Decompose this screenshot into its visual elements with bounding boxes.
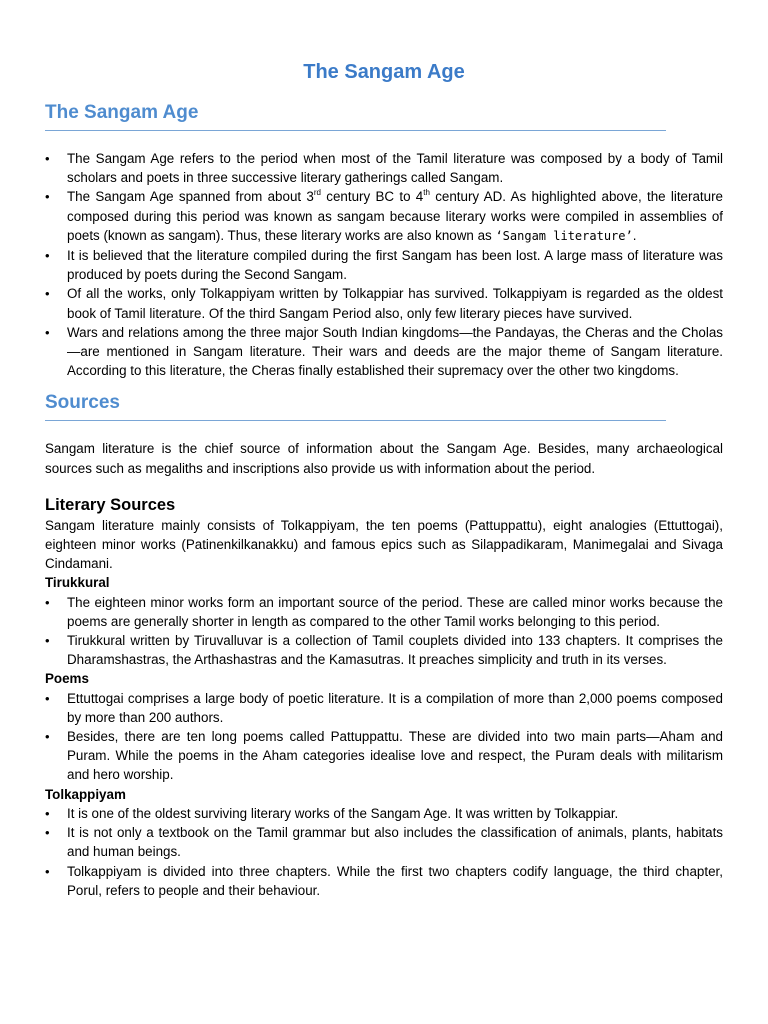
- list-item: • Of all the works, only Tolkappiyam written by Tolkappiar has survived. Tolkappiyam is regarded as the oldest book of Tamil literature. Of the third Sangam Period also, only few literary pieces have survived.: [45, 284, 723, 322]
- list-item: [45, 187, 723, 246]
- section-heading-sangam-age: The Sangam Age: [45, 100, 666, 131]
- tirukkural-list: [45, 593, 723, 670]
- poems-list: [45, 689, 723, 785]
- sources-intro: Sangam literature is the chief source of information about the Sangam Age. Besides, many archaeological sources such as megaliths and inscriptions also provide us with information about the period.: [45, 441, 723, 476]
- poems-heading: Poems: [45, 671, 89, 687]
- quoted-term: ‘Sangam literature’: [495, 228, 633, 243]
- list-item: • Wars and relations among the three major South Indian kingdoms—the Pandayas, the Cheras and the Cholas—are mentioned in Sangam literature. Their wars and deeds are the major theme of Sangam literature. According to this literature, the Cheras finally established their supremacy over the other two kingdoms.: [45, 323, 723, 381]
- list-item: • The eighteen minor works form an important source of the period. These are called minor works because the poems are generally shorter in length as compared to the other Tamil works belonging to this period.: [45, 593, 723, 631]
- text-span: century BC to 4: [320, 189, 424, 205]
- tolkappiyam-list: [45, 804, 723, 900]
- tolkappiyam-heading: Tolkappiyam: [45, 786, 126, 802]
- list-item: • Ettuttogai comprises a large body of poetic literature. It is a compilation of more than 2,000 poems composed by more than 200 authors.: [45, 689, 723, 727]
- tirukkural-heading: Tirukkural: [45, 575, 110, 591]
- list-item: • Tolkappiyam is divided into three chapters. While the first two chapters codify language, the third chapter, Porul, refers to people and their behaviour.: [45, 862, 723, 900]
- document-title: The Sangam Age: [303, 61, 465, 83]
- sangam-age-list: [45, 149, 723, 380]
- list-item: • Tirukkural written by Tiruvalluvar is a collection of Tamil couplets divided into 133 chapters. It comprises the Dharamshastras, the Arthashastras and the Kamasutras. It preaches simplicity and truth in its verses.: [45, 631, 723, 669]
- list-item: • Besides, there are ten long poems called Pattuppattu. These are divided into two main parts—Aham and Puram. While the poems in the Aham categories idealise love and respect, the Puram deals with militarism and hero worship.: [45, 727, 723, 785]
- literary-sources-heading: Literary Sources: [45, 495, 176, 514]
- superscript: rd: [313, 187, 321, 197]
- text-span: The Sangam Age spanned from about 3: [67, 189, 314, 205]
- list-item: • It is not only a textbook on the Tamil grammar but also includes the classification of animals, plants, habitats and human beings.: [45, 823, 723, 861]
- list-item: • It is believed that the literature compiled during the first Sangam has been lost. A large mass of literature was produced by poets during the Second Sangam.: [45, 246, 723, 284]
- literary-sources-text: Sangam literature mainly consists of Tolkappiyam, the ten poems (Pattuppattu), eight analogies (Ettuttogai), eighteen minor works (Patinenkilkanakku) and famous epics such as Silappadikaram, Manimegalai and Sivaga Cindamani.: [45, 517, 723, 572]
- text-span: century AD. As highlighted above, the literature composed during this period was known as sangam because literary works were compiled in assemblies of poets (known as sangam). Thus, these literary works are also known as: [67, 189, 723, 243]
- superscript: th: [423, 187, 430, 197]
- list-item: • The Sangam Age refers to the period when most of the Tamil literature was composed by a body of Tamil scholars and poets in three successive literary gatherings called Sangam.: [45, 149, 723, 187]
- text-span: .: [632, 227, 637, 243]
- list-item: • It is one of the oldest surviving literary works of the Sangam Age. It was written by Tolkappiar.: [45, 804, 723, 823]
- section-heading-sources: Sources: [45, 390, 666, 421]
